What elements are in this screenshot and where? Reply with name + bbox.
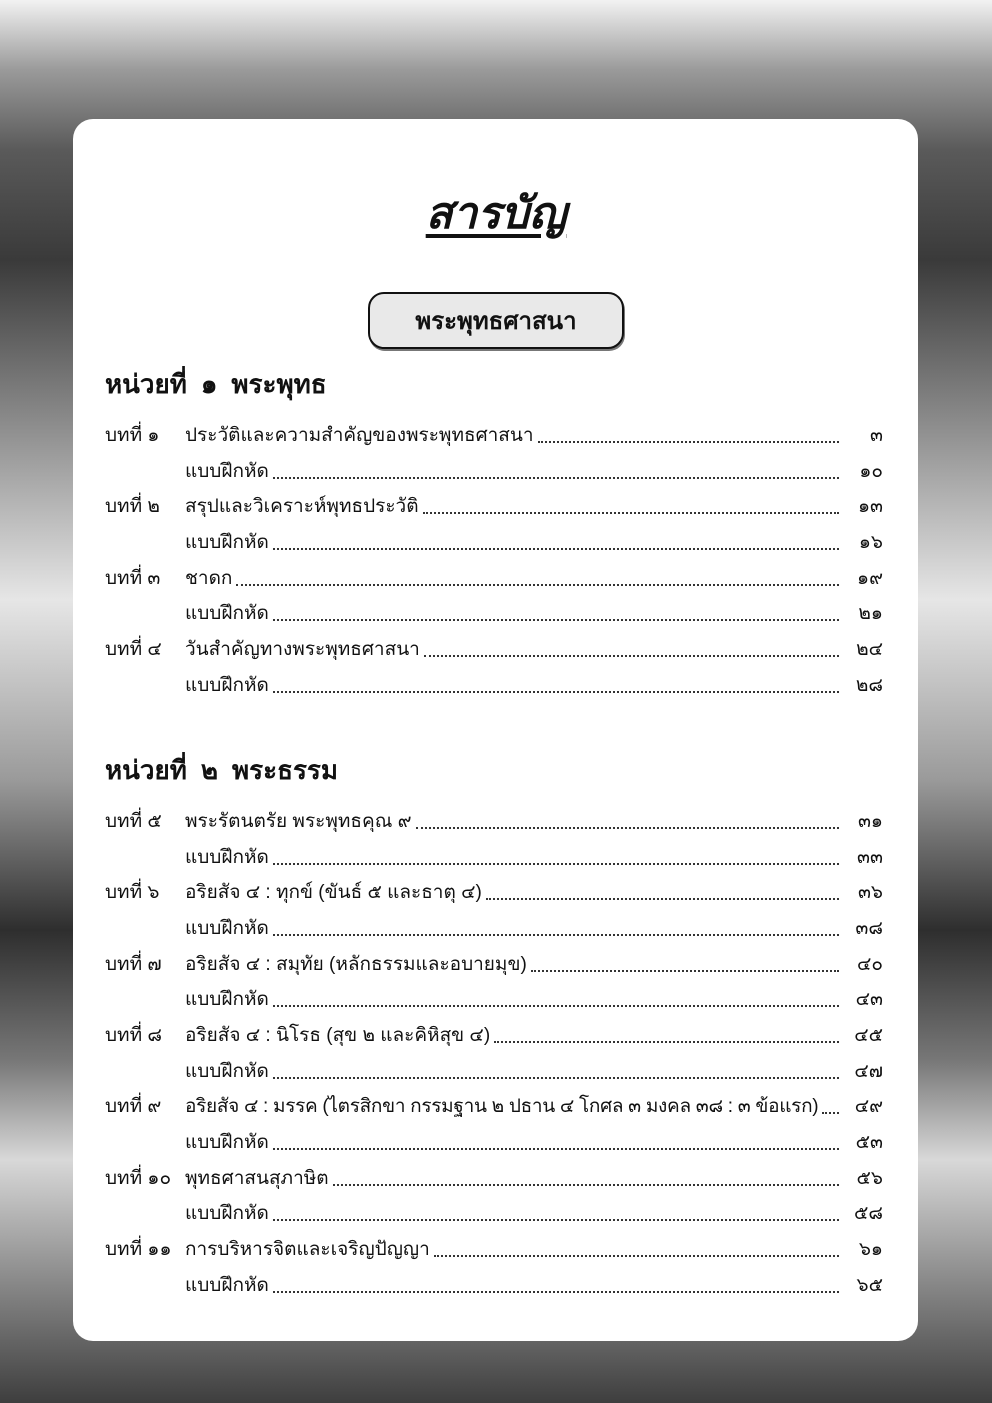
- page-number: ๓๑: [857, 810, 883, 832]
- toc-entry[interactable]: [105, 1124, 883, 1160]
- page-number: ๓: [870, 424, 883, 446]
- dot-leader: [236, 570, 839, 586]
- dot-leader: [822, 1098, 839, 1114]
- entry-title: แบบฝึกหัด: [185, 1132, 269, 1154]
- toc-list: [105, 803, 883, 1303]
- page-number: ๔๙: [854, 1096, 883, 1118]
- toc-entry[interactable]: [105, 1053, 883, 1089]
- dot-leader: [273, 1277, 839, 1293]
- entry-title: การบริหารจิตและเจริญปัญญา: [185, 1239, 430, 1261]
- lesson-number: บทที่ ๗: [105, 953, 162, 975]
- lesson-number: บทที่ ๑: [105, 424, 160, 446]
- toc-entry[interactable]: [105, 1160, 883, 1196]
- section-label: พระพุทธศาสนา: [368, 292, 624, 349]
- entry-title: แบบฝึกหัด: [185, 531, 269, 553]
- page-number: ๔๓: [855, 989, 883, 1011]
- toc-entry[interactable]: [105, 1231, 883, 1267]
- toc-entry[interactable]: [105, 453, 883, 489]
- entry-title: แบบฝึกหัด: [185, 989, 269, 1011]
- toc-entry[interactable]: [105, 839, 883, 875]
- toc-entry[interactable]: [105, 417, 883, 453]
- lesson-number: บทที่ ๘: [105, 1024, 163, 1046]
- entry-title: แบบฝึกหัด: [185, 1203, 269, 1225]
- toc-entry[interactable]: [105, 595, 883, 631]
- toc-entry[interactable]: [105, 803, 883, 839]
- dot-leader: [434, 1241, 839, 1257]
- dot-leader: [273, 605, 839, 621]
- entry-title: แบบฝึกหัด: [185, 460, 269, 482]
- dot-leader: [273, 463, 839, 479]
- dot-leader: [333, 1170, 839, 1186]
- page-number: ๓๓: [857, 846, 883, 868]
- page-number: ๖๕: [856, 1274, 883, 1296]
- lesson-number: บทที่ ๓: [105, 567, 161, 589]
- toc-entry[interactable]: [105, 874, 883, 910]
- page-number: ๔๗: [854, 1060, 883, 1082]
- dot-leader: [273, 920, 839, 936]
- page-number: ๒๑: [858, 603, 883, 625]
- page-number: ๕๘: [853, 1203, 883, 1225]
- entry-title: อริยสัจ ๔ : สมุทัย (หลักธรรมและอบายมุข): [185, 953, 527, 975]
- entry-title: สรุปและวิเคราะห์พุทธประวัติ: [185, 496, 419, 518]
- toc-entry[interactable]: [105, 1267, 883, 1303]
- entry-title: วันสำคัญทางพระพุทธศาสนา: [185, 638, 420, 660]
- dot-leader: [416, 813, 839, 829]
- page-number: ๑๓: [857, 496, 883, 518]
- toc-entry[interactable]: [105, 946, 883, 982]
- lesson-number: บทที่ ๑๐: [105, 1167, 172, 1189]
- entry-title: พุทธศาสนสุภาษิต: [185, 1167, 329, 1189]
- lesson-number: บทที่ ๑๑: [105, 1239, 172, 1261]
- page-number: ๓๘: [855, 917, 883, 939]
- entry-title: แบบฝึกหัด: [185, 917, 269, 939]
- unit-label: หน่วยที่: [105, 755, 187, 785]
- entry-title: แบบฝึกหัด: [185, 603, 269, 625]
- toc-entry[interactable]: [105, 1196, 883, 1232]
- dot-leader: [423, 498, 839, 514]
- toc-entry[interactable]: [105, 1017, 883, 1053]
- toc-entry[interactable]: [105, 1089, 883, 1125]
- entry-title: พระรัตนตรัย พระพุทธคุณ ๙: [185, 810, 412, 832]
- toc-list: [105, 417, 883, 703]
- unit-label: หน่วยที่: [105, 369, 187, 399]
- page-number: ๕๓: [855, 1132, 883, 1154]
- dot-leader: [273, 534, 839, 550]
- lesson-number: บทที่ ๖: [105, 882, 160, 904]
- entry-title: แบบฝึกหัด: [185, 674, 269, 696]
- page-number: ๑๐: [859, 460, 883, 482]
- entry-title: ประวัติและความสำคัญของพระพุทธศาสนา: [185, 424, 534, 446]
- dot-leader: [273, 1205, 839, 1221]
- toc-entry[interactable]: [105, 524, 883, 560]
- dot-leader: [273, 1134, 839, 1150]
- lesson-number: บทที่ ๙: [105, 1096, 162, 1118]
- page-number: ๓๖: [857, 882, 883, 904]
- page-number: ๑๖: [858, 531, 883, 553]
- dot-leader: [486, 884, 839, 900]
- toc-entry[interactable]: [105, 560, 883, 596]
- unit-number: ๑: [200, 369, 218, 399]
- unit-name: พระพุทธ: [231, 369, 327, 399]
- unit-heading: [105, 364, 341, 405]
- lesson-number: บทที่ ๔: [105, 638, 162, 660]
- page-number: ๕๖: [856, 1167, 883, 1189]
- page-number: ๖๑: [858, 1239, 883, 1261]
- unit-name: พระธรรม: [232, 755, 339, 785]
- page-title: สารบัญ: [425, 189, 567, 238]
- dot-leader: [424, 641, 839, 657]
- toc-entry[interactable]: [105, 631, 883, 667]
- page-number: ๔๐: [857, 953, 883, 975]
- unit-heading: [105, 750, 352, 791]
- entry-title: แบบฝึกหัด: [185, 1060, 269, 1082]
- unit-number: ๒: [200, 755, 219, 785]
- page-number: ๒๘: [855, 674, 883, 696]
- dot-leader: [531, 956, 839, 972]
- entry-title: อริยสัจ ๔ : นิโรธ (สุข ๒ และคิหิสุข ๔): [185, 1024, 491, 1046]
- page-number: ๑๙: [857, 567, 883, 589]
- entry-title: แบบฝึกหัด: [185, 846, 269, 868]
- entry-title: อริยสัจ ๔ : มรรค (ไตรสิกขา กรรมฐาน ๒ ปธาน ๔ โกศล ๓ มงคล ๓๘ : ๓ ข้อแรก): [185, 1096, 819, 1118]
- toc-entry[interactable]: [105, 910, 883, 946]
- toc-entry[interactable]: [105, 667, 883, 703]
- dot-leader: [273, 991, 839, 1007]
- entry-title: ชาดก: [185, 567, 233, 589]
- toc-entry[interactable]: [105, 981, 883, 1017]
- dot-leader: [538, 427, 839, 443]
- lesson-number: บทที่ ๒: [105, 496, 160, 518]
- lesson-number: บทที่ ๕: [105, 810, 162, 832]
- entry-title: อริยสัจ ๔ : ทุกข์ (ขันธ์ ๕ และธาตุ ๔): [185, 882, 482, 904]
- entry-title: แบบฝึกหัด: [185, 1274, 269, 1296]
- page-number: ๒๔: [856, 638, 883, 660]
- dot-leader: [494, 1027, 839, 1043]
- dot-leader: [273, 1063, 839, 1079]
- dot-leader: [273, 849, 839, 865]
- toc-entry[interactable]: [105, 488, 883, 524]
- dot-leader: [273, 677, 839, 693]
- page-number: ๔๕: [854, 1024, 883, 1046]
